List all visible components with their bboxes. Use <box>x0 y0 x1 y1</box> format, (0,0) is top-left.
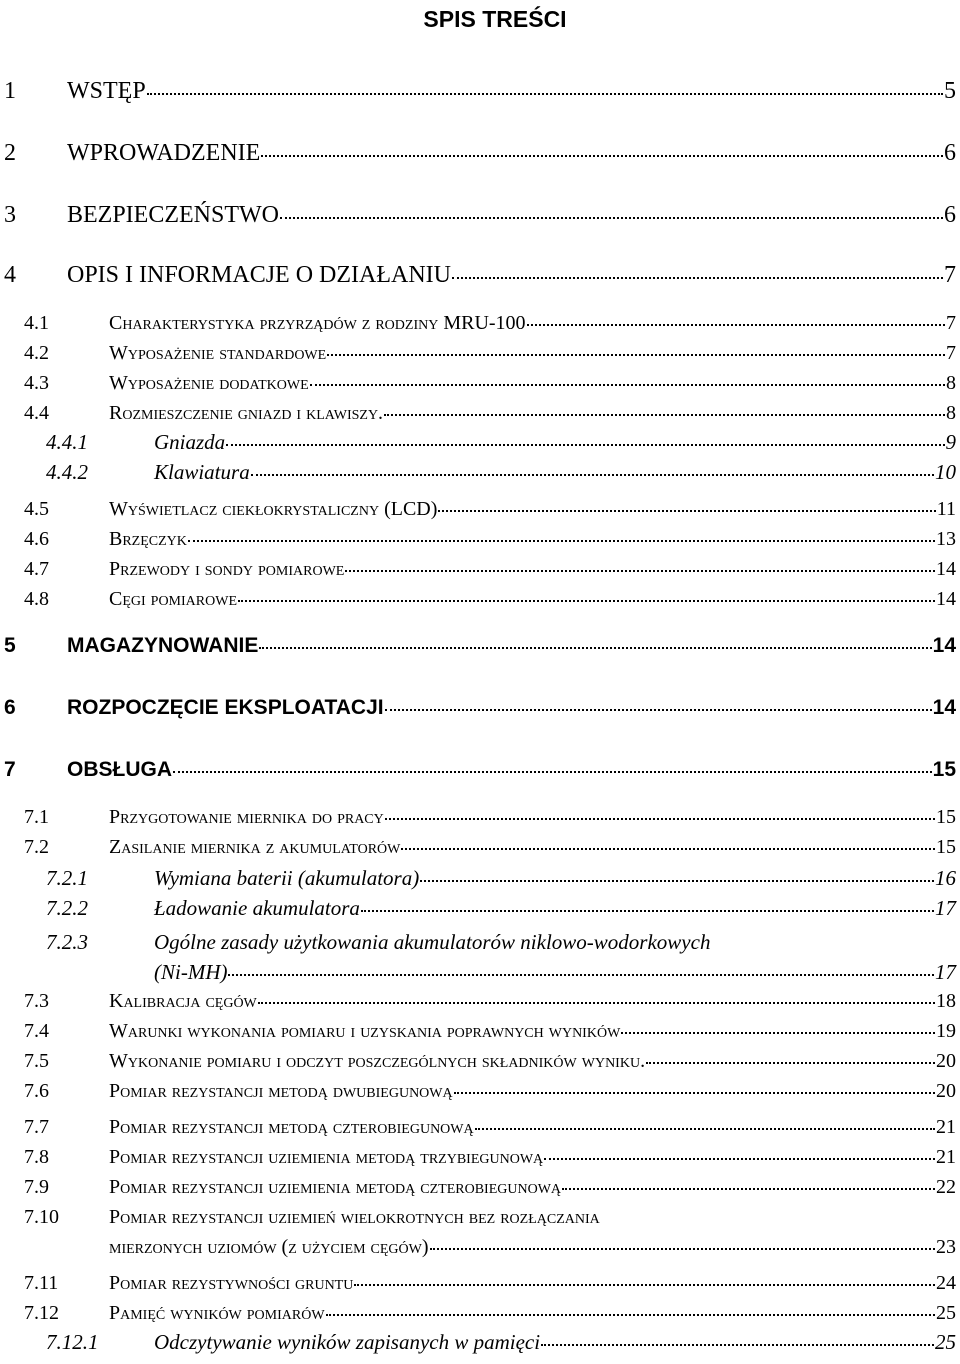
toc-entry-title: Wymiana baterii (akumulatora) <box>154 866 420 890</box>
toc-entry-number: 7.9 <box>24 1176 49 1198</box>
toc-page-number: 15 <box>936 836 956 858</box>
toc-page-number: 23 <box>936 1236 956 1258</box>
dot-leader <box>544 1156 935 1160</box>
toc-entry-title: WSTĘP <box>67 78 146 104</box>
toc-entry-first-line <box>46 930 710 960</box>
toc-entry-number: 7.12.1 <box>46 1330 99 1354</box>
toc-entry-title: Wyświetlacz ciekłokrystaliczny (LCD) <box>109 498 438 520</box>
toc-entry-title: Przygotowanie miernika do pracy <box>109 806 384 828</box>
dot-leader <box>475 1126 935 1130</box>
toc-entry[interactable] <box>4 140 956 170</box>
dot-leader <box>401 846 935 850</box>
toc-page-number: 9 <box>945 430 956 454</box>
dot-leader <box>354 1282 935 1286</box>
toc-entry[interactable] <box>4 696 956 726</box>
toc-page-number: 17 <box>935 896 956 920</box>
dot-leader <box>280 215 943 219</box>
toc-entry[interactable] <box>24 1302 956 1332</box>
toc-page-number: 19 <box>936 1020 956 1042</box>
toc-page-number: 5 <box>944 78 956 104</box>
toc-page-number: 6 <box>944 140 956 166</box>
toc-entry[interactable] <box>4 758 956 788</box>
dot-leader <box>527 322 945 326</box>
dot-leader <box>562 1186 935 1190</box>
toc-entry-title: Warunki wykonania pomiaru i uzyskania poprawnych wyników <box>109 1020 621 1042</box>
toc-entry-number: 4.1 <box>24 312 49 334</box>
dot-leader <box>646 1060 935 1064</box>
toc-entry-first-line <box>24 1206 600 1236</box>
toc-entry-number: 7.3 <box>24 990 49 1012</box>
toc-page-number: 21 <box>936 1116 956 1138</box>
toc-entry[interactable] <box>24 806 956 836</box>
toc-entry-title: Wyposażenie dodatkowe <box>109 372 309 394</box>
toc-entry-title: ROZPOCZĘCIE EKSPLOATACJI <box>67 696 384 719</box>
toc-entry-number: 7.8 <box>24 1146 49 1168</box>
toc-entry[interactable] <box>109 1236 956 1266</box>
toc-entry[interactable] <box>24 558 956 588</box>
dot-leader <box>385 707 932 711</box>
toc-page-number: 16 <box>935 866 956 890</box>
toc-entry-number: 4.4.1 <box>46 430 88 454</box>
dot-leader <box>310 382 945 386</box>
toc-entry-number: 7.2 <box>24 836 49 858</box>
dot-leader <box>238 598 935 602</box>
toc-entry-title: Rozmieszczenie gniazd i klawiszy. <box>109 402 384 424</box>
toc-entry-title: Charakterystyka przyrządów z rodziny MRU-100 <box>109 312 526 334</box>
dot-leader <box>541 1342 934 1346</box>
dot-leader <box>438 508 935 512</box>
toc-entry-title: Pomiar rezystywności gruntu <box>109 1272 354 1294</box>
toc-page-number: 25 <box>936 1302 956 1324</box>
toc-page-number: 6 <box>944 202 956 228</box>
toc-page-number: 14 <box>936 558 956 580</box>
toc-page-number: 21 <box>936 1146 956 1168</box>
toc-entry-number: 6 <box>4 696 16 719</box>
toc-entry-title: Zasilanie miernika z akumulatorów <box>109 836 401 858</box>
toc-entry-title: Gniazda <box>154 430 226 454</box>
toc-entry-number: 7 <box>4 758 16 781</box>
toc-entry-number: 7.5 <box>24 1050 49 1072</box>
toc-entry[interactable] <box>4 262 956 292</box>
toc-page-number: 8 <box>946 372 956 394</box>
toc-page-number: 14 <box>932 634 956 657</box>
toc-entry-number: 4.8 <box>24 588 49 610</box>
toc-entry-number: 7.10 <box>24 1206 59 1228</box>
toc-entry[interactable] <box>154 960 956 990</box>
toc-entry-title: Pomiar rezystancji uziemień wielokrotnych bez rozłączania <box>109 1206 600 1228</box>
toc-entry[interactable] <box>46 430 956 460</box>
toc-entry-number: 7.1 <box>24 806 49 828</box>
toc-entry[interactable] <box>24 312 956 342</box>
toc-entry-title-continued: mierzonych uziomów (z użyciem cęgów) <box>109 1236 429 1258</box>
toc-entry-title: Pomiar rezystancji metodą czterobiegunową <box>109 1116 474 1138</box>
toc-page-number: 22 <box>936 1176 956 1198</box>
dot-leader <box>384 412 945 416</box>
toc-page-number: 7 <box>946 312 956 334</box>
toc-entry-title: Pamięć wyników pomiarów <box>109 1302 325 1324</box>
toc-entry-title: Brzęczyk <box>109 528 187 550</box>
toc-page-number: 8 <box>946 402 956 424</box>
toc-entry[interactable] <box>4 634 956 664</box>
toc-entry-title: Pomiar rezystancji metodą dwubiegunową <box>109 1080 453 1102</box>
toc-entry-title: WPROWADZENIE <box>67 140 261 166</box>
dot-leader <box>454 1090 935 1094</box>
toc-entry[interactable] <box>24 588 956 618</box>
dot-leader <box>621 1030 935 1034</box>
dot-leader <box>261 153 943 157</box>
dot-leader <box>228 972 934 976</box>
toc-page-number: 20 <box>936 1080 956 1102</box>
dot-leader <box>326 1312 935 1316</box>
toc-entry-title: Ładowanie akumulatora <box>154 896 360 920</box>
toc-entry-number: 7.6 <box>24 1080 49 1102</box>
toc-entry[interactable] <box>46 460 956 490</box>
toc-entry-number: 7.4 <box>24 1020 49 1042</box>
toc-entry[interactable] <box>4 202 956 232</box>
dot-leader <box>258 1000 935 1004</box>
dot-leader <box>420 878 934 882</box>
dot-leader <box>259 645 931 649</box>
toc-page-number: 25 <box>935 1330 956 1354</box>
toc-entry-number: 4.5 <box>24 498 49 520</box>
toc-entry[interactable] <box>24 1020 956 1050</box>
toc-entry-title: Kalibracja cęgów <box>109 990 257 1012</box>
toc-entry-title: Pomiar rezystancji uziemienia metodą czterobiegunową <box>109 1176 562 1198</box>
toc-entry-number: 5 <box>4 634 16 657</box>
dot-leader <box>361 908 934 912</box>
toc-entry[interactable] <box>24 1176 956 1206</box>
toc-entry-number: 4.4 <box>24 402 49 424</box>
toc-entry-number: 7.11 <box>24 1272 59 1294</box>
toc-entry-number: 7.2.1 <box>46 866 88 890</box>
toc-page-number: 24 <box>936 1272 956 1294</box>
toc-entry-number: 7.12 <box>24 1302 59 1324</box>
toc-entry[interactable] <box>24 498 956 528</box>
dot-leader <box>251 472 934 476</box>
toc-entry-title: BEZPIECZEŃSTWO <box>67 202 279 228</box>
toc-page-number: 10 <box>935 460 956 484</box>
toc-page-number: 14 <box>932 696 956 719</box>
toc-entry-title: Cęgi pomiarowe <box>109 588 237 610</box>
toc-page-number: 11 <box>936 498 956 520</box>
toc-entry-title: Klawiatura <box>154 460 250 484</box>
toc-page-number: 17 <box>935 960 956 984</box>
toc-entry-number: 4.2 <box>24 342 49 364</box>
toc-entry[interactable] <box>24 342 956 372</box>
toc-page-number: 20 <box>936 1050 956 1072</box>
toc-entry-number: 1 <box>4 78 16 104</box>
dot-leader <box>430 1246 935 1250</box>
toc-entry-title: OBSŁUGA <box>67 758 172 781</box>
toc-entry-title: Pomiar rezystancji uziemienia metodą trzybiegunową <box>109 1146 544 1168</box>
toc-page-number: 7 <box>946 342 956 364</box>
toc-entry-number: 4 <box>4 262 16 288</box>
toc-entry[interactable] <box>24 1272 956 1302</box>
toc-entry[interactable] <box>24 990 956 1020</box>
toc-entry-number: 4.7 <box>24 558 49 580</box>
toc-entry[interactable] <box>24 1116 956 1146</box>
toc-entry-title: Wyposażenie standardowe <box>109 342 327 364</box>
toc-page-number: 14 <box>936 588 956 610</box>
toc-page-number: 7 <box>944 262 956 288</box>
dot-leader <box>345 568 935 572</box>
toc-entry[interactable] <box>24 402 956 432</box>
dot-leader <box>327 352 945 356</box>
toc-entry-title: Odczytywanie wyników zapisanych w pamięci <box>154 1330 541 1354</box>
toc-entry[interactable] <box>4 78 956 108</box>
toc-entry-number: 7.7 <box>24 1116 49 1138</box>
dot-leader <box>452 275 943 279</box>
toc-entry[interactable] <box>46 1330 956 1360</box>
toc-entry[interactable] <box>46 866 956 896</box>
dot-leader <box>385 816 935 820</box>
toc-entry-number: 4.4.2 <box>46 460 88 484</box>
toc-entry-number: 7.2.2 <box>46 896 88 920</box>
toc-entry-title: Przewody i sondy pomiarowe <box>109 558 345 580</box>
toc-entry[interactable] <box>24 1146 956 1176</box>
toc-entry[interactable] <box>46 896 956 926</box>
toc-entry-number: 2 <box>4 140 16 166</box>
toc-entry[interactable] <box>24 1080 956 1110</box>
toc-entry-title-continued: (Ni-MH) <box>154 960 228 984</box>
toc-page-number: 15 <box>932 758 956 781</box>
toc-page-number: 13 <box>936 528 956 550</box>
toc-page-number: 18 <box>936 990 956 1012</box>
toc-entry[interactable] <box>24 1050 956 1080</box>
toc-entry-number: 4.3 <box>24 372 49 394</box>
toc-entry-title: MAGAZYNOWANIE <box>67 634 259 657</box>
toc-entry-number: 4.6 <box>24 528 49 550</box>
toc-page-number: 15 <box>936 806 956 828</box>
toc-entry-title: Ogólne zasady użytkowania akumulatorów niklowo-wodorkowych <box>154 930 711 954</box>
dot-leader <box>147 91 943 95</box>
toc-entry[interactable] <box>24 372 956 402</box>
dot-leader <box>188 538 935 542</box>
dot-leader <box>226 442 944 446</box>
dot-leader <box>173 769 932 773</box>
page-title: SPIS TREŚCI <box>423 6 567 32</box>
toc-entry-number: 3 <box>4 202 16 228</box>
toc-entry[interactable] <box>24 528 956 558</box>
toc-entry[interactable] <box>24 836 956 866</box>
toc-entry-title: Wykonanie pomiaru i odczyt poszczególnych składników wyniku. <box>109 1050 646 1072</box>
toc-entry-title: OPIS I INFORMACJE O DZIAŁANIU <box>67 262 451 288</box>
toc-entry-number: 7.2.3 <box>46 930 88 954</box>
